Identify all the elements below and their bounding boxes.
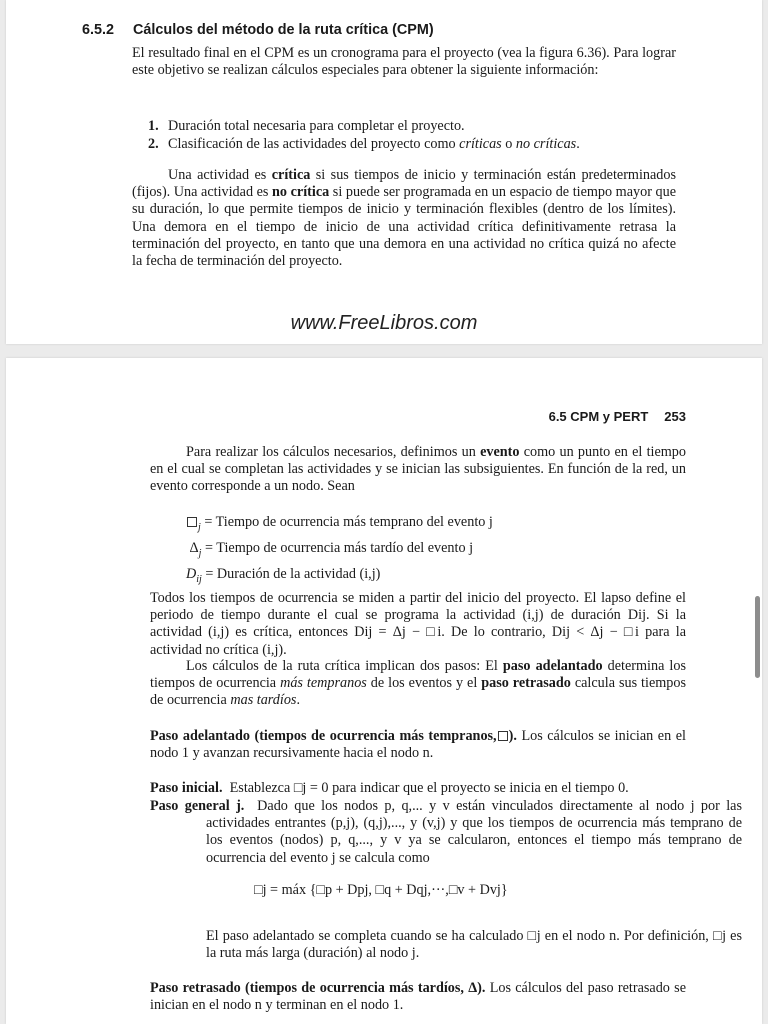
forward-formula: □j = máx {□p + Dpj, □q + Dqj,···,□v + Dvj} — [254, 882, 508, 898]
occurrence-times-paragraph: Todos los tiempos de ocurrencia se miden a partir del inicio del proyecto. El lapso define el periodo de tiempo durante el cual se programa la actividad (i,j) de duración Dij. Si la actividad (i,j) es crítica, entonces Dij = Δj − □i. De lo contrario, Dij < Δj − □i para la actividad no crítica (i,j). — [150, 590, 686, 658]
section-title: Cálculos del método de la ruta crítica (CPM) — [133, 22, 434, 38]
backward-pass-paragraph: Paso retrasado (tiempos de ocurrencia más tardíos, Δ). Los cálculos del paso retrasado se inician en el nodo n y terminan en el nodo 1. — [150, 980, 686, 1014]
page-bottom — [6, 358, 762, 1024]
general-step: Paso general j. Dado que los nodos p, q,... y v están vinculados directamente al nodo j por las actividades entrantes (p,j), (q,j),..., y (v,j) y que los tiempos de ocurrencia más temprano de los eventos (nodos) p, q,..., y v ya se calcularon, entonces el tiempo más temprano de ocurrencia del evento j se calcula como — [150, 798, 742, 866]
list-item: 1. Duración total necesaria para completar el proyecto. — [148, 118, 465, 134]
intro-paragraph: El resultado final en el CPM es un cronograma para el proyecto (vea la figura 6.36). Para lograr este objetivo se realizan cálculos especiales para obtener la siguiente información: — [132, 45, 676, 79]
definition-earliest: $_j$ = Tiempo de ocurrencia más temprano del evento j — [186, 512, 493, 538]
page-top — [6, 0, 762, 344]
running-head — [549, 409, 686, 424]
objectives-list — [148, 117, 676, 153]
event-definition-paragraph: Para realizar los cálculos necesarios, definimos un evento como un punto en el tiempo en el cual se completan las actividades y se inician las subsiguientes. En función de la red, un evento corresponde a un nodo. Sean — [150, 444, 686, 495]
forward-pass-paragraph: Paso adelantado (tiempos de ocurrencia más tempranos, ). Los cálculos se inician en el nodo 1 y avanzan recursivamente hacia el nodo n. — [150, 728, 686, 762]
box-symbol-icon — [498, 731, 508, 741]
scrollbar-thumb[interactable] — [755, 596, 760, 678]
page-number: 253 — [664, 409, 686, 424]
initial-step: Paso inicial. Establezca □j = 0 para indicar que el proyecto se inicia en el tiempo 0. — [150, 780, 629, 796]
list-item: 2. Clasificación de las actividades del proyecto como críticas o no críticas. — [148, 136, 580, 152]
running-head-title: 6.5 CPM y PERT — [548, 409, 649, 424]
section-number: 6.5.2 — [82, 22, 115, 38]
section-heading — [82, 22, 434, 38]
definitions-list — [186, 512, 493, 589]
critical-activity-paragraph: Una actividad es crítica si sus tiempos de inicio y terminación están predeterminados (fijos). Una actividad es no crítica si puede ser programada en un espacio de tiempo mayor que su duración, lo que permite tiempos de inicio y terminación flexibles (dentro de los límites). Una demora en el tiempo de inicio de una actividad crítica definitivamente retrasa la terminación del proyecto, en tanto que una demora en una actividad no crítica quizá no afecte la fecha de terminación del proyecto. — [132, 167, 677, 270]
box-symbol-icon — [187, 517, 197, 527]
watermark-link[interactable]: www.FreeLibros.com — [290, 312, 478, 334]
two-steps-paragraph: Los cálculos de la ruta crítica implican dos pasos: El paso adelantado determina los tiempos de ocurrencia más tempranos de los eventos y el paso retrasado calcula sus tiempos de ocurrencia mas tardíos. — [150, 658, 686, 709]
definition-latest: $\Delta_j$ = Tiempo de ocurrencia más tardío del evento j — [186, 539, 474, 559]
definition-duration: $D_{ij}$ = Duración de la actividad (i,j) — [186, 565, 381, 585]
after-formula-paragraph: El paso adelantado se completa cuando se ha calculado □j en el nodo n. Por definición, □j es la ruta más larga (duración) al nodo j. — [206, 928, 742, 962]
